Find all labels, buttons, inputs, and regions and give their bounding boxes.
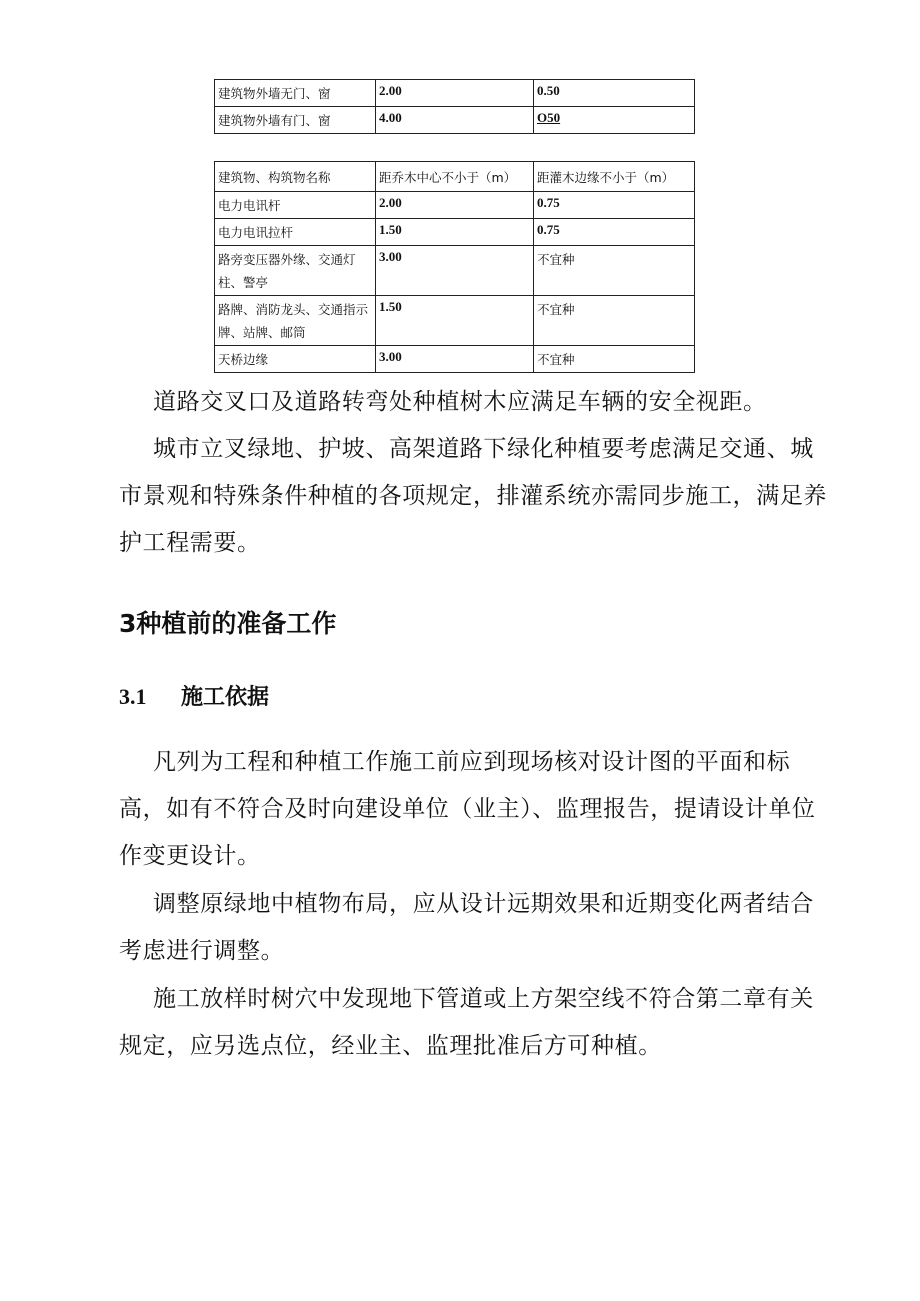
table-cell: O50 xyxy=(534,107,695,134)
table-cell: 1.50 xyxy=(376,296,534,346)
table-row xyxy=(215,219,695,246)
table-cell: 电力电讯杆 xyxy=(215,192,376,219)
table-cell: 建筑物外墙无门、窗 xyxy=(215,80,376,107)
table-cell: 2.00 xyxy=(376,80,534,107)
table-row xyxy=(215,80,695,107)
table-cell: 电力电讯拉杆 xyxy=(215,219,376,246)
table-row xyxy=(215,346,695,373)
table-cell: 路牌、消防龙头、交通指示牌、站牌、邮筒 xyxy=(215,296,376,346)
subsection-heading xyxy=(119,680,269,711)
paragraph-interchange-greening: 城市立叉绿地、护坡、高架道路下绿化种植要考虑满足交通、城市景观和特殊条件种植的各项规定，排灌系统亦需同步施工，满足养护工程需要。 xyxy=(119,436,827,556)
table-cell: 不宜种 xyxy=(534,246,695,296)
table-cell: 0.50 xyxy=(534,80,695,107)
subsection-title: 施工依据 xyxy=(181,685,270,710)
paragraph-layout-adjust: 调整原绿地中植物布局，应从设计远期效果和近期变化两者结合考虑进行调整。 xyxy=(119,891,814,964)
table-cell: 3.00 xyxy=(376,246,534,296)
table-header-cell: 距乔木中心不小于（m） xyxy=(376,162,534,192)
subsection-number: 3.1 xyxy=(119,684,147,709)
table-row xyxy=(215,246,695,296)
table-header-row xyxy=(215,162,695,192)
paragraph-site-check: 凡列为工程和种植工作施工前应到现场核对设计图的平面和标高，如有不符合及时向建设单位（业主）、监理报告，提请设计单位作变更设计。 xyxy=(119,749,816,869)
table-cell: 3.00 xyxy=(376,346,534,373)
table-header-cell: 建筑物、构筑物名称 xyxy=(215,162,376,192)
table-header-cell: 距灌木边缘不小于（m） xyxy=(534,162,695,192)
table-cell: 0.75 xyxy=(534,219,695,246)
distance-table-walls xyxy=(214,79,695,134)
paragraph-staking-out: 施工放样时树穴中发现地下管道或上方架空线不符合第二章有关规定，应另选点位，经业主、监理批准后方可种植。 xyxy=(119,986,814,1059)
table-cell: 不宜种 xyxy=(534,346,695,373)
table-cell: 4.00 xyxy=(376,107,534,134)
table-cell: 路旁变压器外缘、交通灯柱、警亭 xyxy=(215,246,376,296)
table-cell: 0.75 xyxy=(534,192,695,219)
table-row xyxy=(215,192,695,219)
distance-table-structures xyxy=(214,161,695,373)
table-cell: 2.00 xyxy=(376,192,534,219)
table-cell: 不宜种 xyxy=(534,296,695,346)
table-cell: 天桥边缘 xyxy=(215,346,376,373)
table-row xyxy=(215,296,695,346)
table-cell: 建筑物外墙有门、窗 xyxy=(215,107,376,134)
section-heading: 3种植前的准备工作 xyxy=(119,609,337,638)
table-row xyxy=(215,107,695,134)
table-cell: 1.50 xyxy=(376,219,534,246)
paragraph-sight-distance: 道路交叉口及道路转弯处种植树木应满足车辆的安全视距。 xyxy=(153,389,767,415)
